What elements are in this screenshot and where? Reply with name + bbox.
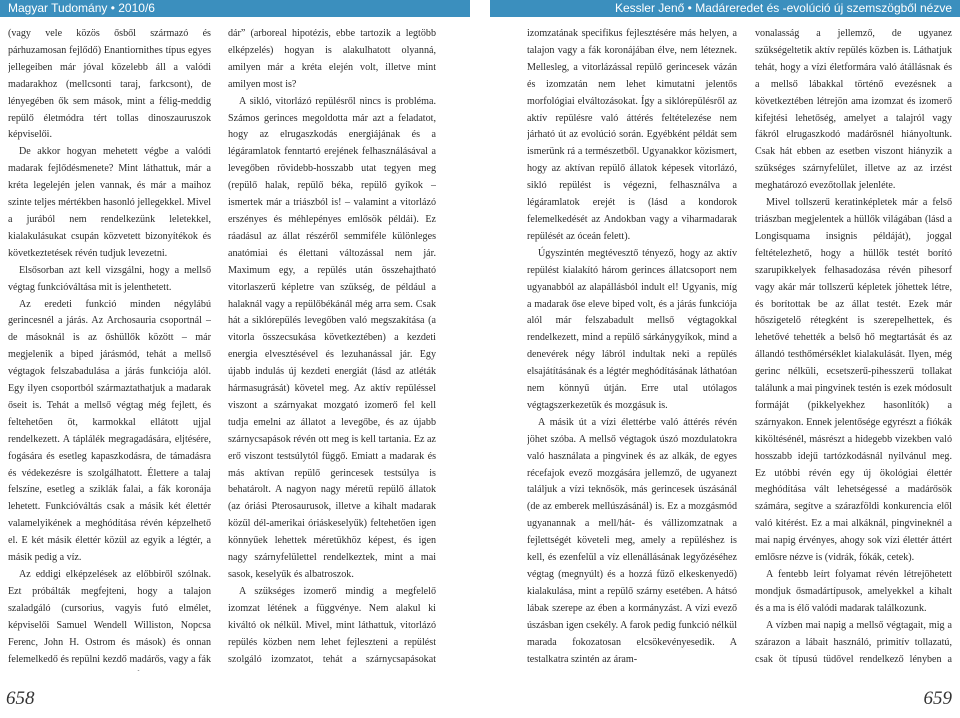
paragraph: A fentebb leírt folyamat révén létrejöhetett mondjuk ősmadártípusok, amelyekkel a kihalt és a ma is élő valódi madarak találkozunk. <box>755 569 952 614</box>
running-header-right: Kessler Jenő • Madáreredet és -evolúció új szemszögből nézve <box>490 0 960 17</box>
text-column-1 <box>8 26 211 671</box>
paragraph: A másik út a vízi élettérbe való áttérés révén jöhet szóba. A mellső végtagok úszó mozdulatokra való használata a pingvinek és az alkák, de egyes récefajok evező mozgására jellemző, de ugyanezt találjuk a vízi teknősök, más gerincesek úszásánál (de az emberek mellúszásánál) is. Ez a mozgásmód ugyanannak a mell/hát- és vállizomzatnak a fejlettségét követeli meg, amely a repüléshez is kell, és ezenfelül a víz ellenállásának legyőzéséhez végtag (megnyúlt) és a hozzá fűző elkeskenyedő) kialakulása, mint a repülő szárny esetében. A hátsó lábak szerepe az ében a kormányzást. A vízi evező úszásban igen csekély. A farok pedig funkció nélkül marada fokozatosan elcsökevényesedik. A testalkatra szintén az áram- <box>527 416 737 665</box>
running-header-left: Magyar Tudomány • 2010/6 <box>0 0 470 17</box>
paragraph: (vagy vele közös ősből származó és párhuzamosan fejlődő) Enantiornithes típus egyes jellegeiben már jóval közelebb áll a valódi madarakhoz (mellcsonti taraj, farkcsont), de lényegében ők sem mások, mint a félig-meddig repülő életmódra tért tollas dinoszauruszok képviselői. <box>8 28 211 141</box>
paragraph: A szükséges izomerő mindig a megfelelő izomzat létének a függvénye. Nem alakul ki kiváltó ok nélkül. Mivel, mint láthattuk, vitorlázó repülés közben nem lehet fejleszteni a repülést szolgáló izomzatot, tehát a szárnycsapásokat <box>228 585 436 665</box>
text-column-2 <box>228 26 436 671</box>
paragraph: Úgyszintén megtévesztő tényező, hogy az aktív repülést kialakító három gerinces állatcsoport nem ugyanabból az alapállásból indult el! Ugyanis, míg a madarak őse eleve biped volt, és a járás funkciója alól már felszabadult mellső végtagokkal rendelkezett, mind a repülő sárkánygyíkok, mind a denevérek négy lábról indultak neki a repülés elsajátításának és a légtér meghódításának láthatóan nem könnyű útján. Erre utal utólagos végtagszerkezetük és mozgásuk is. <box>527 247 737 411</box>
paragraph: A vízben mai napig a mellső végtagait, mig a szárazon a lábait használó, primitív tollazatú, csak öt típusú tüdővel rendelkező lényben a <box>755 619 952 665</box>
page-number-right: 659 <box>923 688 952 709</box>
paragraph: De akkor hogyan mehetett végbe a valódi madarak fejlődésmenete? Mint láthattuk, már a kréta legelején jelen vannak, és már a maihoz szinte teljes mértékben hasonló jellegekkel. Mivel a jurából nem rendelkezünk leletekkel, kialakulásukat csupán közvetett bizonyítékok és következtetések révén tudjuk levezetni. <box>8 146 211 259</box>
text-column-3 <box>527 26 737 671</box>
paragraph: Az eredeti funkció minden négylábú gerincesnél a járás. Az Archosauria csoportnál – de másoknál is az őshüllők között – már megjelenik a biped járásmód, tehát a mellső végtagok felszabadulása a járás funkciója alól. Egy ilyen csoportból származtathatjuk a madarak őseit is. Tehát a mellső végtag még fejlett, és feltehetően öt, karmokkal ellátott ujjal rendelkezett. A táplálék megragadására, eljtésére, fogására és esetleg kapaszkodásra, de támadásra és védekezésre is szolgálhatott. Élettere a talaj felszíne, esetleg a sziklák falai, a fák koronája lehetett. Funkcióváltás csak a másik két élettér valamelyikének a meghódítása révén képzelhető el. E két másik élettér közül az egyik a légtér, a másik pedig a víz. <box>8 298 211 564</box>
paragraph: Mivel tollszerű keratinképletek már a felső triászban megjelentek a hüllők világában (lásd a Longisquama insignis példáját), joggal feltételezhető, hogy a hüllők testét borító szarupikkelyek felhasadozása révén pihesorf vagy akár már tollszerű képletek jöhettek létre, és borítottak be az állat testét. Ezek már hőszigetelő rétegként is szerepelhettek, és lehetővé tehették a belső hő megtartását és az állandó testhőmérséklet kialakulását. Ilyen, még gerinc nélküli, ecsetszerű-pihesszerű tollakat találunk a mai pingvinek testén is ezek módosult formáját (pikkelyekhez hasonlítók) a szárnyakon. Ennek jelentősége egyrészt a fiókák kiköltésénél, másrészt a hidegebb vizekben való hosszabb idejű tartózkodásnál nyilvánul meg. Ez utóbbi révén egy új ökológiai élettér meghódítása vált lehetségessé a madárősök számára, segítve a szárazföldi konkurencia elől való kitérést. Ez a mai alkáknál, pingvineknél a mai napig érvényes, ahogy sok vízi élettér áttért emlősre nézve is (vidrák, fókák, cetek). <box>755 197 952 564</box>
paragraph: vonalasság a jellemző, de ugyanez szükségeltetik aktív repülés közben is. Láthatjuk tehát, hogy a vízi életformára való átállásnak és a mellső lábakkal történő evezésnek a következtében létrejön ama izomzat és izomerő kifejtési lehetőség, amelyet a talajról vagy fákról elrugaszkodó madárősnél hiányoltunk. Csak hát ebben az esetben viszont hiányzik a szükséges szárnyfelület, illetve az az irzést meghatározó evezőtollak jelenléte. <box>755 28 952 192</box>
text-column-4 <box>755 26 952 671</box>
paragraph: Az eddigi elképzelések az előbbiről szólnak. Ezt próbálták megfejteni, hogy a talajon szaladgáló (cursorius, vagyis futó elmélet, képviselői Samuel Wendell Williston, Nopcsa Ferenc, John H. Ostrom és mások) és onnan felemelkedő és repülni kezdő madárős, vagy a fák <box>8 569 211 665</box>
paragraph: Elsősorban azt kell vizsgálni, hogy a mellső végtag funkcióváltása mit is jelenthetett. <box>8 264 211 293</box>
page-number-left: 658 <box>6 688 35 709</box>
paragraph: dár” (arboreal hipotézis, ebbe tartozik a legtöbb elképzelés) hogyan is alakulhatott olyanná, amilyen már a kréta elején volt, illetve mint amilyen most is? <box>228 28 436 90</box>
paragraph: izomzatának specifikus fejlesztésére más helyen, a talajon vagy a fák koronájában élve, nem léteznek. Mellesleg, a vitorlázással repülő gerincesek vázán és izomzatán nem lehet kimutatni jelentős morfológiai elváltozásokat. Így a siklórepülésről az aktív repülésre való áttérés feltételezése nem járható út az evolúció során. Egyébként példát sem ismerünk rá a természetből. Ugyanakkor közismert, hogy az aktívan repülő állatok képesek vitorlázó, sikló repülést is végezni, felhasználva a légáramlatok erejét is (lásd a kondorok felemelkedését az Andokban vagy a viharmadarak repülését az óceán felett). <box>527 28 737 242</box>
paragraph: A sikló, vitorlázó repülésről nincs is probléma. Számos gerinces megoldotta már azt a feladatot, hogy az elrugaszkodás energiájának és a légáramlatok fenntartó erejének felhasználásával a levegőben rövidebb-hosszabb utat tegyen meg (repülő halak, repülő béka, repülő gyíkok – ismertek már a triászból is! – valamint a vitorlázó erszényes és méhlepényes emlősök példái). Ez ráadásul az állat részéről semmiféle különleges anatómiai és élettani változással nem jár. Maximum egy, a repülés után összehajtható vitorlaszerű képletre van szükség, de például a halaknál vagy a repülőbékánál még arra sem. Csak hát a siklórepülés levegőben való megszakítása (a vitorla összecsukása következtében) a kezdeti energia elvesztésével és lezuhanással jár. Egy újabb indulás új kezdeti energiát (lásd az atléták hármasugrását) követel meg. Az aktív repüléssel viszont a szárnyakat mozgató izomerő fel kell tudja emelni az állatot a levegőbe, és az újabb szárnycsapások révén ott meg is kell tartania. Ez az erő viszont testsúlytól függő. Emiatt a madarak és más aktívan repülő gerincesek testsúlya is behatárolt. A nagyon nagy méretű repülő állatok (az óriási Pterosaurusok, illetve a kihalt madarak közül dél-amerikai óriáskeselyűk) feltehetően igen könnyűek lehettek méretükhöz képest, és igen nagy szárnyfelülettel rendelkeztek, mint a mai sasok, keselyűk és albatroszok. <box>228 95 436 580</box>
